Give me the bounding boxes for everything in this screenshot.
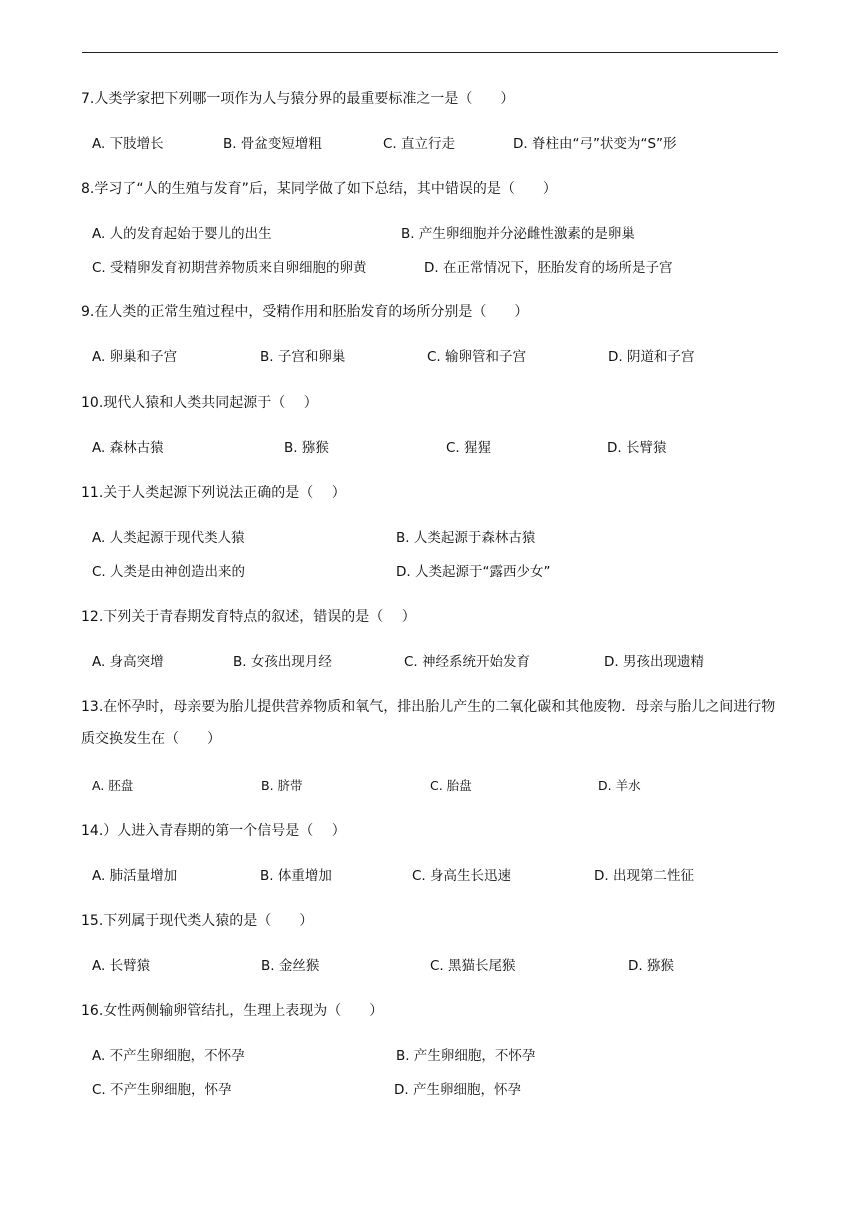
question-10-option-a: A. 森林古猿 — [92, 440, 164, 456]
question-9-option-b: B. 子宫和卵巢 — [260, 349, 346, 365]
question-16-option-b: B. 产生卵细胞，不怀孕 — [396, 1048, 536, 1064]
question-9-option-a: A. 卵巢和子宫 — [92, 349, 178, 365]
question-13-stem: 13.在怀孕时，母亲要为胎儿提供营养物质和氧气，排出胎儿产生的二氧化碳和其他废物．母亲与胎儿之间进行物质交换发生在（ ） — [81, 699, 776, 747]
question-8-option-b: B. 产生卵细胞并分泌雌性激素的是卵巢 — [401, 226, 635, 242]
question-8-option-c: C. 受精卵发育初期营养物质来自卵细胞的卵黄 — [92, 260, 367, 276]
question-12-option-d: D. 男孩出现遗精 — [604, 654, 704, 670]
question-7-option-b: B. 骨盆变短增粗 — [223, 136, 322, 152]
question-11-option-b: B. 人类起源于森林古猿 — [396, 530, 536, 546]
question-8-option-a: A. 人的发育起始于婴儿的出生 — [92, 226, 272, 242]
question-14-option-a: A. 肺活量增加 — [92, 868, 178, 884]
question-11-option-d: D. 人类起源于“露西少女” — [396, 564, 551, 580]
question-14-option-b: B. 体重增加 — [260, 868, 332, 884]
question-12-option-a: A. 身高突增 — [92, 654, 164, 670]
question-9-stem: 9.在人类的正常生殖过程中，受精作用和胚胎发育的场所分别是（ ） — [81, 304, 529, 320]
question-11-stem: 11.关于人类起源下列说法正确的是（ ） — [81, 485, 346, 501]
question-13-option-b: B. 脐带 — [261, 778, 303, 793]
question-7-option-c: C. 直立行走 — [383, 136, 456, 152]
question-14-stem: 14.）人进入青春期的第一个信号是（ ） — [81, 823, 346, 839]
question-15-option-a: A. 长臂猿 — [92, 958, 151, 974]
question-13-option-c: C. 胎盘 — [430, 778, 472, 793]
question-10-option-b: B. 猕猴 — [284, 440, 329, 456]
question-15-stem: 15.下列属于现代类人猿的是（ ） — [81, 913, 314, 929]
question-13-option-a: A. 胚盘 — [92, 778, 134, 793]
question-14-option-d: D. 出现第二性征 — [594, 868, 694, 884]
header-rule — [82, 52, 778, 53]
question-7-stem: 7.人类学家把下列哪一项作为人与猿分界的最重要标准之一是（ ） — [81, 91, 515, 107]
question-8-option-d: D. 在正常情况下，胚胎发育的场所是子宫 — [424, 260, 673, 276]
question-11-option-c: C. 人类是由神创造出来的 — [92, 564, 246, 580]
question-10-option-c: C. 猩猩 — [446, 440, 492, 456]
question-16-option-a: A. 不产生卵细胞，不怀孕 — [92, 1048, 245, 1064]
question-12-stem: 12.下列关于青春期发育特点的叙述，错误的是（ ） — [81, 609, 416, 625]
question-7-option-d: D. 脊柱由“弓”状变为“S”形 — [513, 136, 677, 152]
question-12-option-c: C. 神经系统开始发育 — [404, 654, 531, 670]
question-15-option-c: C. 黑猫长尾猴 — [430, 958, 516, 974]
question-9-option-c: C. 输卵管和子宫 — [427, 349, 527, 365]
question-7-option-a: A. 下肢增长 — [92, 136, 164, 152]
question-16-option-d: D. 产生卵细胞，怀孕 — [394, 1082, 521, 1098]
question-15-option-b: B. 金丝猴 — [261, 958, 320, 974]
question-10-stem: 10.现代人猿和人类共同起源于（ ） — [81, 395, 318, 411]
question-12-option-b: B. 女孩出现月经 — [233, 654, 332, 670]
question-9-option-d: D. 阴道和子宫 — [608, 349, 695, 365]
question-16-stem: 16.女性两侧输卵管结扎，生理上表现为（ ） — [81, 1003, 384, 1019]
question-15-option-d: D. 猕猴 — [628, 958, 674, 974]
question-10-option-d: D. 长臂猿 — [607, 440, 667, 456]
question-13-option-d: D. 羊水 — [598, 778, 641, 793]
question-16-option-c: C. 不产生卵细胞，怀孕 — [92, 1082, 232, 1098]
question-14-option-c: C. 身高生长迅速 — [412, 868, 512, 884]
question-11-option-a: A. 人类起源于现代类人猿 — [92, 530, 245, 546]
question-8-stem: 8.学习了“人的生殖与发育”后，某同学做了如下总结，其中错误的是（ ） — [81, 181, 557, 197]
